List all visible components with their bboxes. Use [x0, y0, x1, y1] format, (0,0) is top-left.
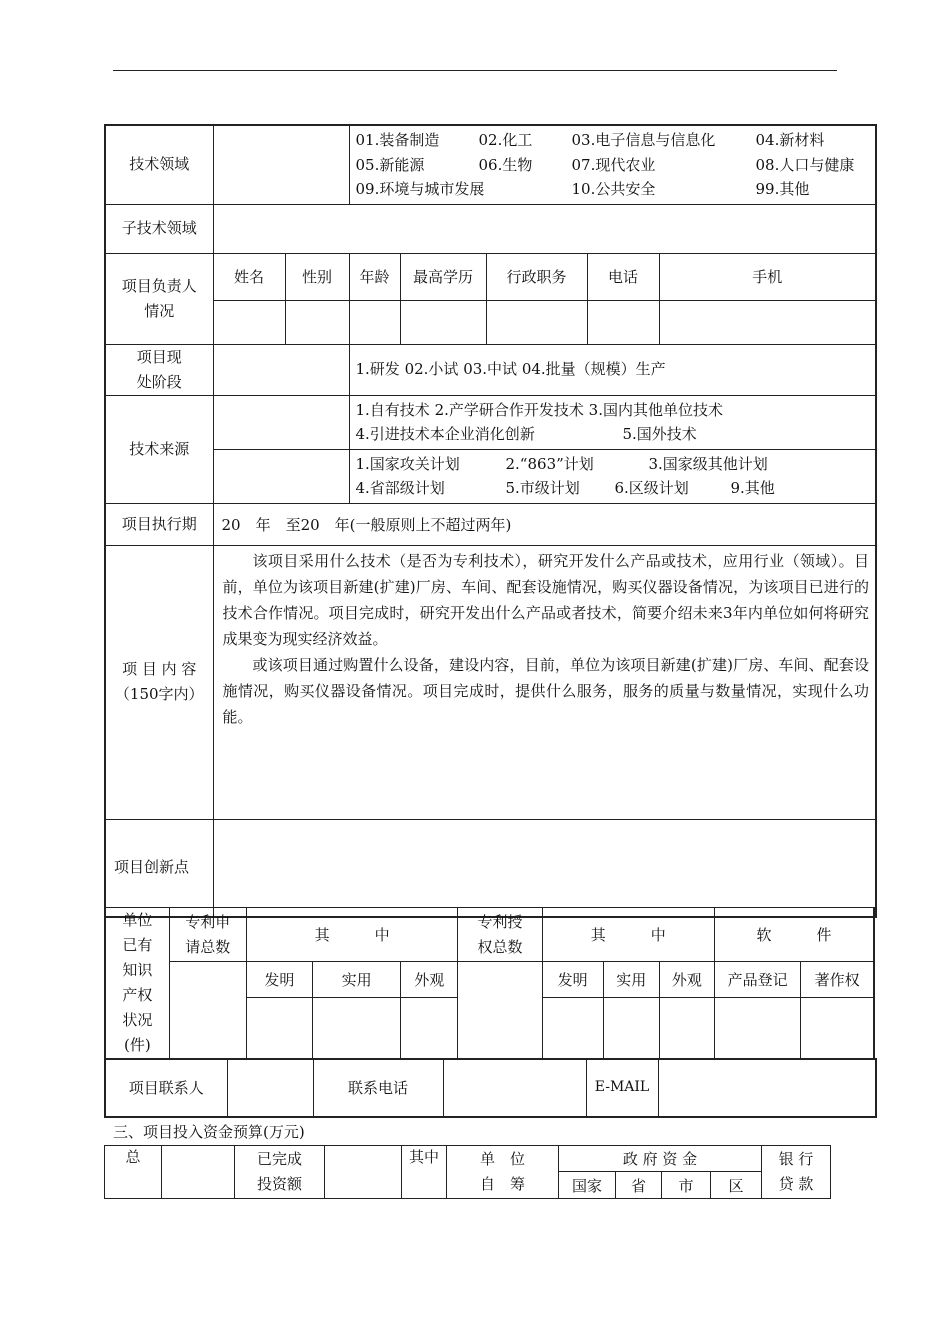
budget-gov-label: 政 府 资 金 — [559, 1146, 762, 1172]
budget-self-label: 单 位 自 筹 — [447, 1146, 559, 1199]
plan-source-options: 1.国家攻关计划 2.“863”计划 3.国家级其他计划 4.省部级计划 5.市级计划 6.区级计划 9.其他 — [349, 449, 876, 503]
sub-tech-field-label: 子技术领域 — [105, 204, 213, 253]
plan-source-input[interactable] — [213, 449, 349, 503]
budget-gov-national: 国家 — [559, 1172, 616, 1199]
tech-field-label: 技术领域 — [105, 125, 213, 204]
patent-grant-total-input[interactable] — [458, 962, 542, 1060]
contact-email-input[interactable] — [658, 1059, 876, 1117]
leader-age-input[interactable] — [349, 300, 400, 344]
copyright-label: 著作权 — [801, 962, 874, 998]
budget-gov-district: 区 — [711, 1172, 762, 1199]
budget-gov-province: 省 — [616, 1172, 662, 1199]
contact-person-input[interactable] — [227, 1059, 313, 1117]
leader-position-input[interactable] — [486, 300, 587, 344]
contact-table — [104, 1058, 877, 1118]
grant-design-input[interactable] — [659, 997, 714, 1059]
budget-among-label: 其中 — [402, 1146, 447, 1199]
patent-grant-among: 其 中 — [542, 908, 714, 962]
contact-person-label: 项目联系人 — [105, 1059, 227, 1117]
budget-table — [104, 1145, 831, 1199]
project-form-table — [104, 124, 877, 918]
budget-total-label: 总 — [105, 1146, 162, 1199]
apply-utility-label: 实用 — [313, 962, 401, 998]
grant-utility-label: 实用 — [603, 962, 659, 998]
period-value[interactable]: 20 年 至20 年(一般原则上不超过两年) — [213, 503, 876, 545]
budget-completed-label: 已完成 投资额 — [235, 1146, 325, 1199]
leader-education-input[interactable] — [400, 300, 486, 344]
header-rule — [113, 70, 837, 71]
budget-bank-label: 银 行 贷 款 — [762, 1146, 831, 1199]
stage-label: 项目现 处阶段 — [105, 344, 213, 395]
contact-phone-label: 联系电话 — [313, 1059, 443, 1117]
patent-apply-label: 专利申 请总数 — [169, 908, 246, 962]
leader-header-age: 年龄 — [349, 253, 400, 300]
leader-gender-input[interactable] — [285, 300, 349, 344]
tech-field-options: 01.装备制造 02.化工 03.电子信息与信息化 04.新材料 05.新能源 06.生物 07.现代农业 08.人口与健康 09.环境与城市发展 10.公共安全 99.其他 — [349, 125, 876, 204]
copyright-input[interactable] — [801, 997, 874, 1059]
grant-design-label: 外观 — [659, 962, 714, 998]
content-text[interactable] — [213, 545, 876, 819]
grant-invention-input[interactable] — [542, 997, 603, 1059]
leader-header-phone: 电话 — [587, 253, 659, 300]
leader-mobile-input[interactable] — [659, 300, 876, 344]
leader-header-name: 姓名 — [213, 253, 285, 300]
leader-header-gender: 性别 — [285, 253, 349, 300]
leader-name-input[interactable] — [213, 300, 285, 344]
budget-gov-city: 市 — [662, 1172, 711, 1199]
sub-tech-field-input[interactable] — [213, 204, 876, 253]
leader-phone-input[interactable] — [587, 300, 659, 344]
apply-invention-label: 发明 — [246, 962, 312, 998]
leader-header-position: 行政职务 — [486, 253, 587, 300]
ip-table — [104, 907, 875, 1060]
product-reg-label: 产品登记 — [715, 962, 801, 998]
tech-field-input[interactable] — [213, 125, 349, 204]
patent-apply-total-input[interactable] — [169, 962, 246, 1060]
software-label: 软 件 — [715, 908, 874, 962]
ip-label: 单位 已有 知识 产权 状况 (件) — [105, 908, 169, 1060]
apply-design-input[interactable] — [401, 997, 458, 1059]
product-reg-input[interactable] — [715, 997, 801, 1059]
budget-completed-input[interactable] — [325, 1146, 402, 1199]
stage-input[interactable] — [213, 344, 349, 395]
content-label: 项 目 内 容 （150字内） — [105, 545, 213, 819]
leader-label: 项目负责人 情况 — [105, 253, 213, 344]
innovation-input[interactable] — [213, 819, 876, 917]
leader-header-education: 最高学历 — [400, 253, 486, 300]
contact-email-label: E-MAIL — [586, 1059, 658, 1117]
period-label: 项目执行期 — [105, 503, 213, 545]
apply-invention-input[interactable] — [246, 997, 312, 1059]
patent-grant-label: 专利授 权总数 — [458, 908, 542, 962]
tech-source-input[interactable] — [213, 395, 349, 449]
content-para-1: 该项目采用什么技术（是否为专利技术），研究开发什么产品或技术，应用行业（领域）。目前，单位为该项目新建(扩建)厂房、车间、配套设施情况，购买仪器设备情况，为该项目已进行的技术合作情况。项目完成时，研究开发出什么产品或者技术，简要介绍未来3年内单位如何将研究成果变为现实经济效益。 — [222, 551, 870, 648]
budget-total-input[interactable] — [162, 1146, 235, 1199]
contact-phone-input[interactable] — [443, 1059, 586, 1117]
leader-header-mobile: 手机 — [659, 253, 876, 300]
budget-section-title: 三、项目投入资金预算(万元) — [113, 1123, 305, 1141]
grant-invention-label: 发明 — [542, 962, 603, 998]
content-para-2: 或该项目通过购置什么设备，建设内容，目前，单位为该项目新建(扩建)厂房、车间、配套设施情况，购买仪器设备情况。项目完成时，提供什么服务，服务的质量与数量情况，实现什么功能。 — [222, 655, 870, 726]
apply-utility-input[interactable] — [313, 997, 401, 1059]
grant-utility-input[interactable] — [603, 997, 659, 1059]
tech-source-options: 1.自有技术 2.产学研合作开发技术 3.国内其他单位技术 4.引进技术本企业消化创新 5.国外技术 — [349, 395, 876, 449]
apply-design-label: 外观 — [401, 962, 458, 998]
innovation-label: 项目创新点 — [105, 819, 213, 917]
stage-options: 1.研发 02.小试 03.中试 04.批量（规模）生产 — [349, 344, 876, 395]
patent-apply-among: 其 中 — [246, 908, 458, 962]
tech-source-label: 技术来源 — [105, 395, 213, 503]
